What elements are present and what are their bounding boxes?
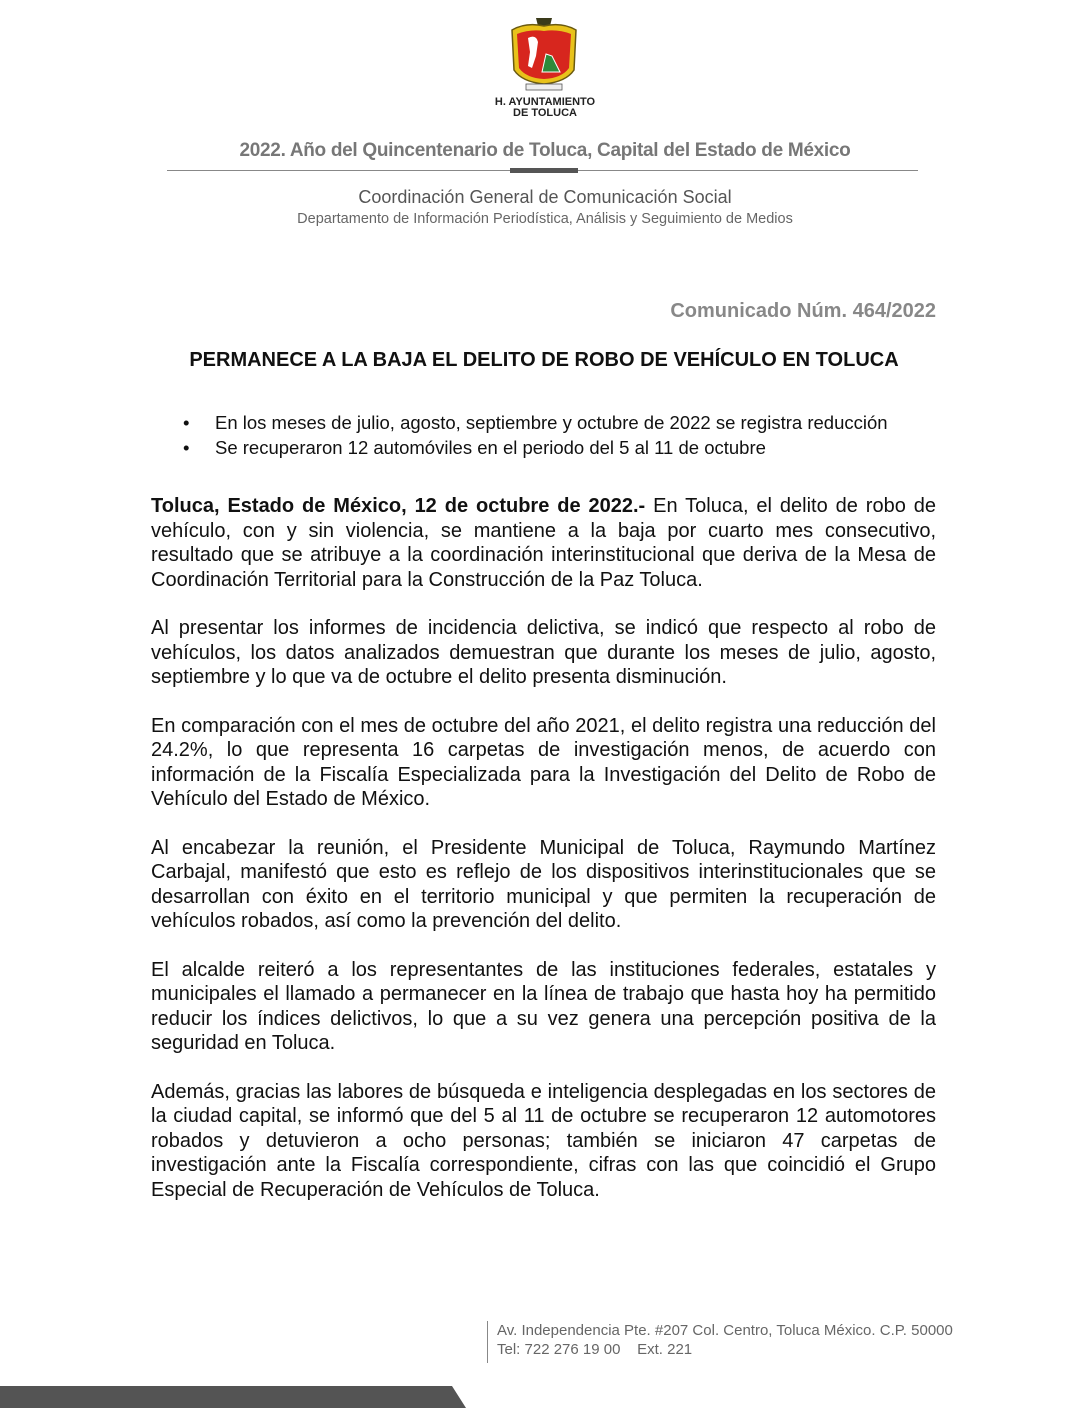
communique-number: Comunicado Núm. 464/2022 [670, 300, 936, 322]
bullet-icon: • [183, 412, 190, 433]
department-subheading: Departamento de Información Periodística, Análisis y Seguimiento de Medios [297, 211, 793, 227]
paragraph: En comparación con el mes de octubre del año 2021, el delito registra una reducción del 24.2%, lo que representa 16 carpetas de investigación menos, de acuerdo con información de la Fiscalía Especializada para la Investigación del Delito de Robo de Vehículo del Estado de México. [151, 714, 936, 810]
paragraph-text: En Toluca, el delito de robo de vehículo, con y sin violencia, se mantiene a la baja por cuarto mes consecutivo, resultado que se atribuye a la coordinación interinstitucional que deriva de la Mesa de Coordinación Territorial para la Construcción de la Paz Toluca. [151, 495, 936, 591]
paragraph: El alcalde reiteró a los representantes de las instituciones federales, estatales y municipales el llamado a permanecer en la línea de trabajo que hasta hoy ha permitido reducir los índices delictivos, lo que a su vez genera una percepción positiva de la seguridad en Toluca. [151, 958, 936, 1054]
toluca-coat-of-arms-logo [506, 16, 582, 94]
paragraph: Al presentar los informes de incidencia delictiva, se indicó que respecto al robo de vehículos, los datos analizados demuestran que durante los meses de julio, agosto, septiembre y lo que va de octubre el delito presenta disminución. [151, 617, 936, 688]
footer-address: Av. Independencia Pte. #207 Col. Centro, Toluca México. C.P. 50000 [497, 1322, 953, 1339]
paragraph: Además, gracias las labores de búsqueda e inteligencia desplegadas en los sectores de la ciudad capital, se informó que del 5 al 11 de octubre se recuperaron 12 automotores robados y detuvieron a ocho personas; también se iniciaron 47 carpetas de investigación ante la Fiscalía correspondiente, cifras con las que coincidió el Grupo Especial de Recuperación de Vehículos de Toluca. [151, 1080, 936, 1201]
footer-decorative-bar [0, 1386, 466, 1408]
footer-phone: Tel: 722 276 19 00 Ext. 221 [497, 1341, 693, 1358]
footer-contact [497, 1321, 953, 1359]
paragraph: Al encabezar la reunión, el Presidente Municipal de Toluca, Raymundo Martínez Carbajal, manifestó que esto es reflejo de los dispositivos interinstitucionales que se desarrollan con éxito en el territorio municipal y que permiten la recuperación de vehículos robados, así como la prevención del delito. [151, 836, 936, 932]
article-body [151, 494, 936, 1226]
footer-divider [487, 1321, 488, 1363]
paragraph [151, 494, 936, 592]
bullet-icon: • [183, 436, 190, 458]
list-item [183, 436, 888, 461]
dateline: Toluca, Estado de México, 12 de octubre de 2022.- [151, 495, 646, 517]
org-name-line2: DE TOLUCA [513, 107, 577, 119]
org-name-line1: H. AYUNTAMIENTO [494, 96, 596, 108]
year-motto: 2022. Año del Quincentenario de Toluca, Capital del Estado de México [239, 140, 851, 161]
organization-name [440, 97, 650, 119]
press-release-title: PERMANECE A LA BAJA EL DELITO DE ROBO DE VEHÍCULO EN TOLUCA [189, 349, 899, 371]
bullet-text: Se recuperaron 12 automóviles en el periodo del 5 al 11 de octubre [215, 436, 766, 458]
header-divider-accent [510, 168, 578, 173]
coordination-heading: Coordinación General de Comunicación Social [358, 187, 732, 207]
list-item [183, 411, 888, 436]
bullet-text: En los meses de julio, agosto, septiembre y octubre de 2022 se registra reducción [215, 412, 888, 433]
highlights-list [183, 411, 888, 460]
